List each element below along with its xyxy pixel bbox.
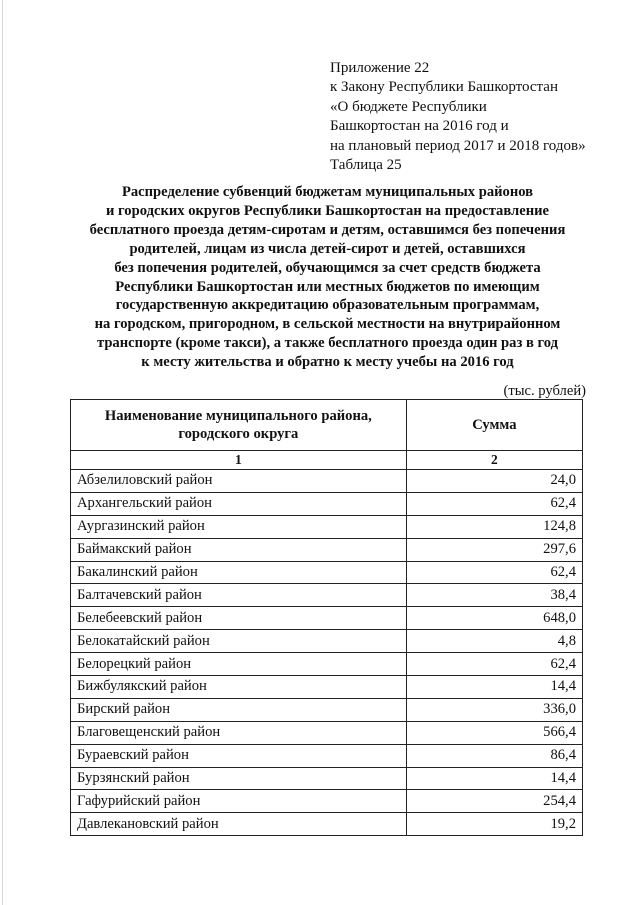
- district-name: Бурзянский район: [71, 767, 407, 790]
- district-name: Белебеевский район: [71, 607, 407, 630]
- table-row: [71, 744, 583, 767]
- district-name: Баймакский район: [71, 538, 407, 561]
- district-name: Благовещенский район: [71, 721, 407, 744]
- title-line: родителей, лицам из числа детей-сирот и детей, оставшихся: [129, 240, 526, 257]
- table-row: [71, 676, 583, 699]
- header-name-line: городского округа: [178, 426, 299, 442]
- district-name: Архангельский район: [71, 492, 407, 515]
- district-name: Бирский район: [71, 698, 407, 721]
- district-name: Гафурийский район: [71, 790, 407, 813]
- subsidy-table: [70, 399, 583, 836]
- title-line: к месту жительства и обратно к месту учебы на 2016 год: [141, 354, 514, 371]
- appendix-line: на плановый период 2017 и 2018 годов»: [330, 137, 586, 154]
- district-sum: 38,4: [406, 584, 582, 607]
- header-name-line: Наименование муниципального района,: [104, 408, 372, 424]
- table-row: [71, 813, 583, 836]
- table-row: [71, 470, 583, 493]
- column-number: 1: [71, 451, 407, 470]
- title-line: транспорте (кроме такси), а также бесплатного проезда один раз в год: [96, 335, 559, 352]
- district-name: Белокатайский район: [71, 630, 407, 653]
- district-sum: 4,8: [406, 630, 582, 653]
- district-name: Давлекановский район: [71, 813, 407, 836]
- title-line: бесплатного проезда детям-сиротам и детям, оставшимся без попечения: [89, 221, 566, 238]
- table-row: [71, 790, 583, 813]
- district-name: Балтачевский район: [71, 584, 407, 607]
- title-line: без попечения родителей, обучающимся за счет средств бюджета: [114, 259, 541, 276]
- title-line: и городских округов Республики Башкортостан на предоставление: [105, 202, 549, 219]
- district-sum: 124,8: [406, 515, 582, 538]
- table-row: [71, 584, 583, 607]
- district-name: Белорецкий район: [71, 653, 407, 676]
- district-sum: 336,0: [406, 698, 582, 721]
- table-row: [71, 698, 583, 721]
- page-edge: [2, 0, 3, 905]
- appendix-line: «О бюджете Республики: [330, 98, 487, 115]
- column-number-row: [71, 451, 583, 470]
- title-line: Распределение субвенций бюджетам муниципальных районов: [121, 184, 534, 200]
- district-sum: 254,4: [406, 790, 582, 813]
- district-name: Бижбулякский район: [71, 676, 407, 699]
- district-name: Бураевский район: [71, 744, 407, 767]
- table-row: [71, 653, 583, 676]
- table-row: [71, 607, 583, 630]
- table-row: [71, 492, 583, 515]
- district-sum: 648,0: [406, 607, 582, 630]
- district-sum: 566,4: [406, 721, 582, 744]
- title-line: Республики Башкортостан или местных бюджетов по имеющим: [115, 278, 540, 295]
- document-title: [40, 183, 615, 372]
- district-sum: 62,4: [406, 492, 582, 515]
- table-body: [71, 470, 583, 836]
- district-sum: 62,4: [406, 561, 582, 584]
- district-sum: 24,0: [406, 470, 582, 493]
- table-row: [71, 538, 583, 561]
- district-sum: 86,4: [406, 744, 582, 767]
- table-row: [71, 630, 583, 653]
- header-name: [71, 400, 407, 451]
- district-name: Абзелиловский район: [71, 470, 407, 493]
- table-row: [71, 721, 583, 744]
- district-name: Бакалинский район: [71, 561, 407, 584]
- appendix-line: к Закону Республики Башкортостан: [330, 79, 558, 96]
- table-row: [71, 561, 583, 584]
- district-sum: 14,4: [406, 676, 582, 699]
- title-line: на городском, пригородном, в сельской местности на внутрирайонном: [94, 316, 561, 333]
- title-line: государственную аккредитацию образовательным программам,: [115, 297, 540, 314]
- district-sum: 62,4: [406, 653, 582, 676]
- appendix-line: Приложение 22: [330, 60, 430, 76]
- district-sum: 297,6: [406, 538, 582, 561]
- table-header-row: [71, 400, 583, 451]
- table-row: [71, 767, 583, 790]
- district-sum: 14,4: [406, 767, 582, 790]
- column-number: 2: [406, 451, 582, 470]
- appendix-block: [330, 59, 586, 175]
- appendix-line: Башкортостан на 2016 год и: [330, 118, 509, 135]
- district-sum: 19,2: [406, 813, 582, 836]
- table-number: Таблица 25: [330, 157, 402, 174]
- table-row: [71, 515, 583, 538]
- header-sum: Сумма: [406, 400, 582, 451]
- district-name: Аургазинский район: [71, 515, 407, 538]
- units-label: (тыс. рублей): [503, 383, 586, 399]
